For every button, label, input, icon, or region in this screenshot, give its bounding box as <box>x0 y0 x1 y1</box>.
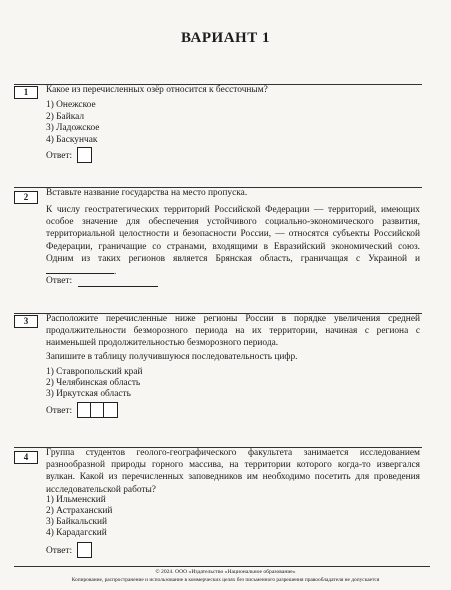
question-1-answer-label: Ответ: <box>46 151 73 161</box>
question-4-answer-box[interactable] <box>77 542 92 558</box>
question-4-number: 4 <box>14 451 38 464</box>
question-3-option-1: 1) Ставропольский край <box>46 367 143 377</box>
question-4-option-2: 2) Астраханский <box>46 506 113 516</box>
question-3-option-2: 2) Челябинская область <box>46 378 141 388</box>
question-2-blank[interactable] <box>46 265 114 274</box>
question-1-option-4: 4) Баскунчак <box>46 135 98 145</box>
question-2-answer-line[interactable] <box>78 286 158 287</box>
question-2-blank-end: . <box>114 267 117 278</box>
question-2-instruction: Вставьте название государства на место пропуска. <box>46 188 248 198</box>
footer-copyright: © 2024. ООО «Издательство «Национальное образование» <box>155 569 296 575</box>
question-4-option-1: 1) Ильменский <box>46 495 106 505</box>
footer-rule <box>14 566 430 567</box>
question-3-instruction: Запишите в таблицу получившуюся последовательность цифр. <box>46 352 298 362</box>
question-2-body <box>46 204 420 278</box>
question-1-answer-box[interactable] <box>77 147 92 163</box>
question-4-answer-label: Ответ: <box>46 546 73 556</box>
question-4-text: Группа студентов геолого-географического факультета занимается исследованием разнообразной природы горного массива, на территории которого когда-то извергался вулкан. Какой из перечисленных заповедников им необходимо посетить для проведения исследовательской работы? <box>46 448 420 495</box>
question-4-option-4: 4) Карадагский <box>46 528 107 538</box>
question-3-answer-label: Ответ: <box>46 406 73 416</box>
question-3-answer-cell-3[interactable] <box>103 402 118 418</box>
question-1-option-2: 2) Байкал <box>46 112 85 122</box>
question-3-text: Расположите перечисленные ниже регионы России в порядке увеличения средней продолжительности безморозного периода на их территории, начиная с региона с наименьшей продолжительностью безморозного периода. <box>46 314 420 349</box>
question-3-number: 3 <box>14 315 38 328</box>
question-1-option-3: 3) Ладожское <box>46 123 100 133</box>
question-3-option-3: 3) Иркутская область <box>46 389 131 399</box>
question-1-number: 1 <box>14 86 38 99</box>
question-2-answer-label: Ответ: <box>46 276 73 286</box>
footer-notice: Копирование, распространение и использование в коммерческих целях без письменного разрешения правообладателя не допускается <box>71 577 380 583</box>
question-4-option-3: 3) Байкальский <box>46 517 108 527</box>
question-2-body-text: К числу геостратегических территорий Российской Федерации — территорий, имеющих особое значение для обеспечения устойчивого социально-экономического развития, территориальной целостности и безопасности России, — относятся субъекты Российской Федерации, граничащие со странами, входящими в Евразийский экономический союз. Одним из таких регионов является Брянская область, граничащая с Украиной и <box>46 205 420 264</box>
variant-title: ВАРИАНТ 1 <box>181 30 270 46</box>
question-1-option-1: 1) Онежское <box>46 100 96 110</box>
question-1-text: Какое из перечисленных озёр относится к бессточным? <box>46 85 268 95</box>
question-2-number: 2 <box>14 191 38 204</box>
